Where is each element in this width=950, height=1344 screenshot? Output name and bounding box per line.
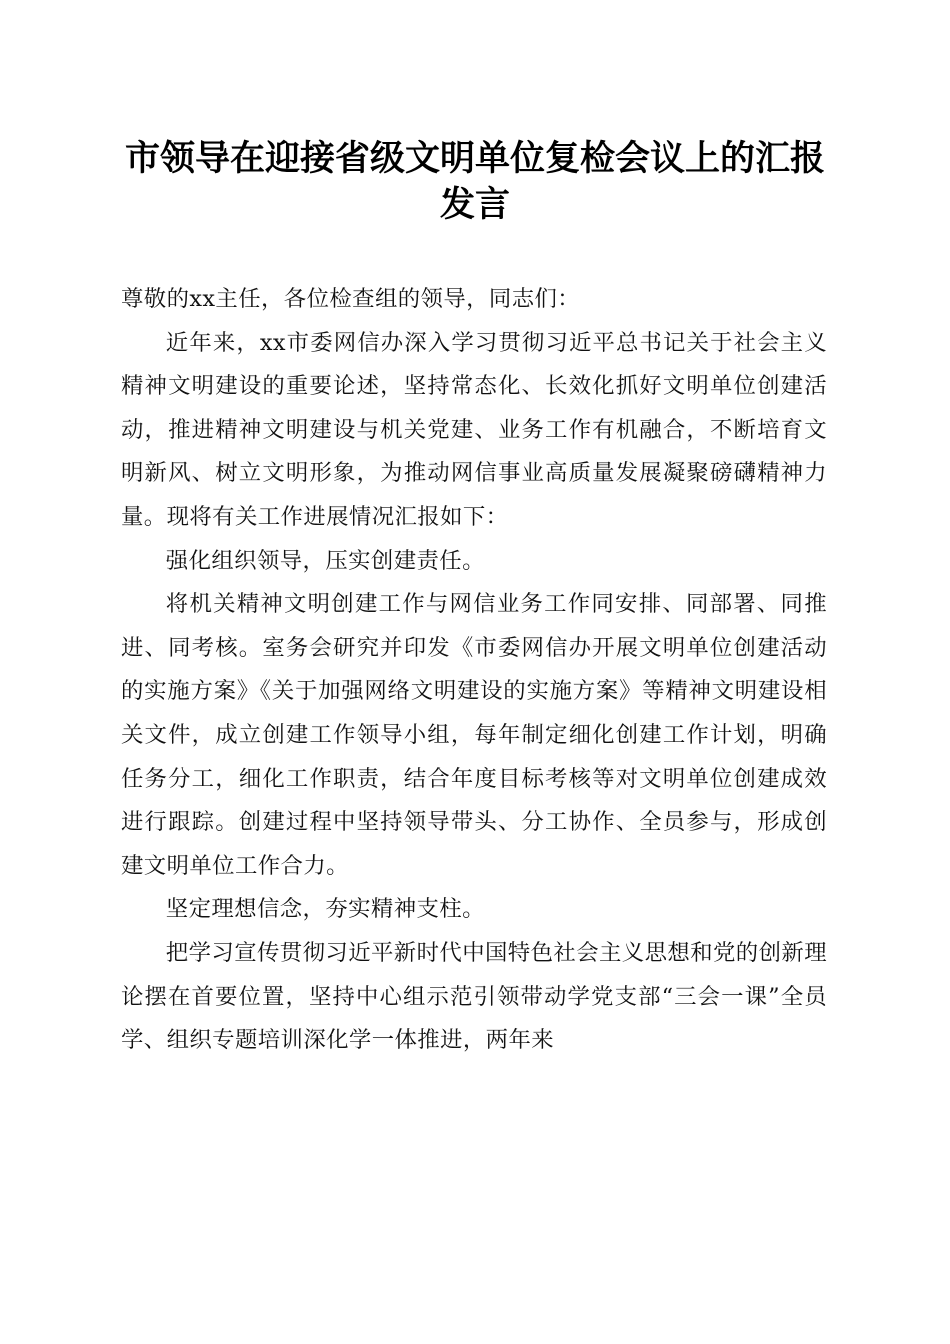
document-body (121, 278, 827, 1063)
salutation: 尊敬的xx主任，各位检查组的领导，同志们： (121, 286, 581, 312)
section-heading: 强化组织领导，压实创建责任。 (165, 547, 485, 574)
document-title: 市领导在迎接省级文明单位复检会议上的汇报发言 (124, 138, 825, 225)
section-heading: 坚定理想信念，夯实精神支柱。 (165, 896, 485, 923)
paragraph: 近年来，xx市委网信办深入学习贯彻习近平总书记关于社会主义精神文明建设的重要论述，坚持常态化、长效化抓好文明单位创建活动，推进精神文明建设与机关党建、业务工作有机融合，不断培育文明新风、树立文明形象，为推动网信事业高质量发展凝聚磅礴精神力量。现将有关工作进展情况汇报如下： (121, 329, 827, 530)
paragraph: 把学习宣传贯彻习近平新时代中国特色社会主义思想和党的创新理论摆在首要位置，坚持中心组示范引领带动学党支部“三会一课”全员学、组织专题培训深化学一体推进，两年来 (121, 939, 827, 1054)
paragraph: 将机关精神文明创建工作与网信业务工作同安排、同部署、同推进、同考核。室务会研究并印发《市委网信办开展文明单位创建活动的实施方案》《关于加强网络文明建设的实施方案》等精神文明建设相关文件，成立创建工作领导小组，每年制定细化创建工作计划，明确任务分工，细化工作职责，结合年度目标考核等对文明单位创建成效进行跟踪。创建过程中坚持领导带头、分工协作、全员参与，形成创建文明单位工作合力。 (121, 591, 827, 879)
